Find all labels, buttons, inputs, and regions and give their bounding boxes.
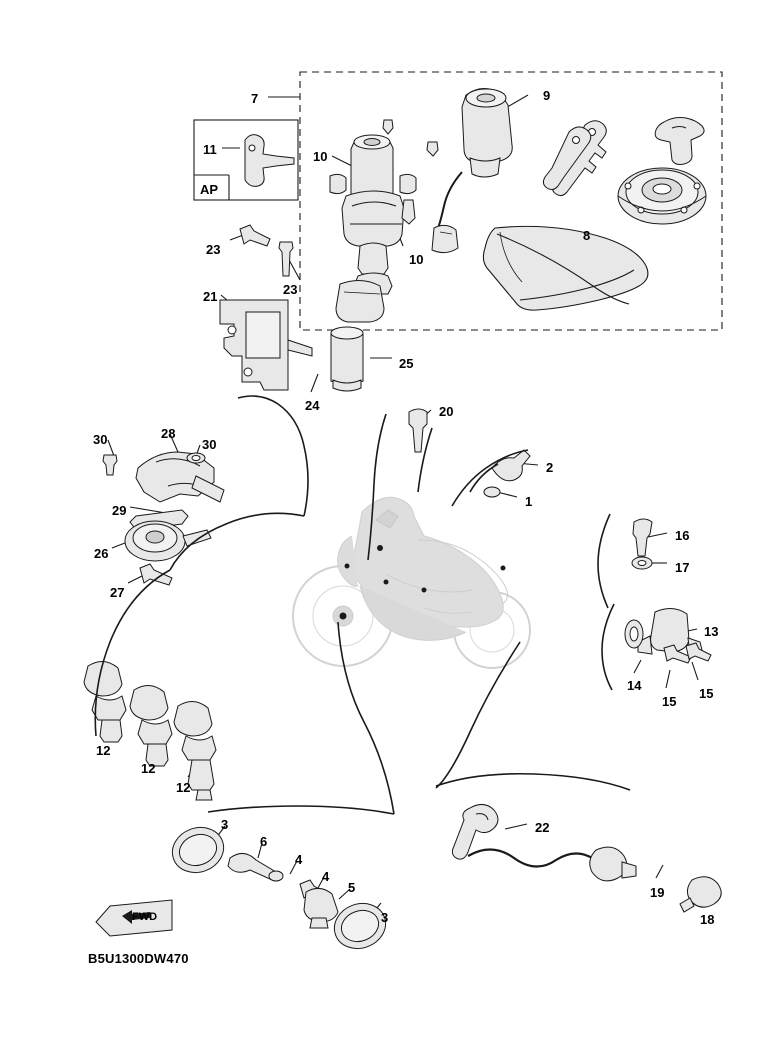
- callout-number: 10: [409, 252, 424, 267]
- part-28-bracket: [136, 452, 224, 502]
- part-main-switch: [330, 120, 438, 322]
- callout-number: 4: [322, 869, 330, 884]
- callout-number: 15: [699, 686, 714, 701]
- callout-number: 15: [662, 694, 677, 709]
- part-fuel-cap: [618, 168, 706, 224]
- motorcycle-silhouette: [293, 494, 533, 668]
- part-12-injectors: [84, 661, 216, 800]
- callout-number: 5: [348, 880, 356, 895]
- diagram-code: B5U1300DW470: [88, 951, 189, 966]
- callout-number: 25: [399, 356, 414, 371]
- part-3-cover-right: [328, 896, 392, 955]
- part-8-cover: [483, 226, 648, 310]
- callout-number: 30: [93, 432, 108, 447]
- part-26-horn: [125, 521, 211, 561]
- callout-number: 13: [704, 624, 719, 639]
- callout-number: 3: [221, 817, 229, 832]
- part-21-bracket: [220, 300, 312, 390]
- callout-number: 8: [583, 228, 591, 243]
- callout-number: 27: [110, 585, 125, 600]
- callout-number: 4: [295, 852, 303, 867]
- callout-number: 11: [203, 142, 217, 157]
- callout-number: 21: [203, 289, 218, 304]
- callout-number: 20: [439, 404, 454, 419]
- part-16-sensor: [633, 519, 652, 556]
- part-11-key: [245, 135, 294, 187]
- callout-number: 1: [525, 494, 533, 509]
- callout-number: 2: [546, 460, 554, 475]
- callout-number: 22: [535, 820, 550, 835]
- callout-number: 6: [260, 834, 268, 849]
- ap-box-label: AP: [200, 182, 219, 197]
- callout-number: 23: [206, 242, 221, 257]
- callout-number: 16: [675, 528, 690, 543]
- callout-number: 19: [650, 885, 665, 900]
- part-23-bolts: [240, 225, 293, 276]
- callout-number: 28: [161, 426, 176, 441]
- callout-number: 12: [96, 743, 111, 758]
- callout-number: 26: [94, 546, 109, 561]
- part-17-washer: [632, 557, 652, 569]
- callout-number: 24: [305, 398, 320, 413]
- part-25-relay: [331, 327, 363, 391]
- callout-number: 3: [381, 910, 389, 925]
- callout-number: 12: [176, 780, 191, 795]
- callout-number: 12: [141, 761, 156, 776]
- part-14-grommet: [625, 620, 643, 648]
- part-20-sensor: [409, 409, 427, 452]
- part-1-clip: [484, 487, 500, 497]
- callout-number: 18: [700, 912, 715, 927]
- callout-number: 30: [202, 437, 217, 452]
- callout-number: 23: [283, 282, 298, 297]
- fwd-arrow-label: FWD: [132, 911, 158, 923]
- callout-number: 7: [251, 91, 259, 106]
- callout-number: 17: [675, 560, 690, 575]
- part-27-bolt: [140, 564, 172, 585]
- part-keys-pair: [543, 121, 606, 196]
- callout-number: 10: [313, 149, 328, 164]
- part-5-sensor: [304, 888, 338, 928]
- part-22-clamp: [452, 804, 498, 859]
- callout-number: 14: [627, 678, 642, 693]
- part-15-bolts: [664, 643, 711, 663]
- part-18-cap: [680, 877, 721, 912]
- part-lock-cover: [655, 118, 704, 165]
- part-19-cable: [468, 847, 636, 881]
- callout-number: 29: [112, 503, 127, 518]
- callout-number: 9: [543, 88, 551, 103]
